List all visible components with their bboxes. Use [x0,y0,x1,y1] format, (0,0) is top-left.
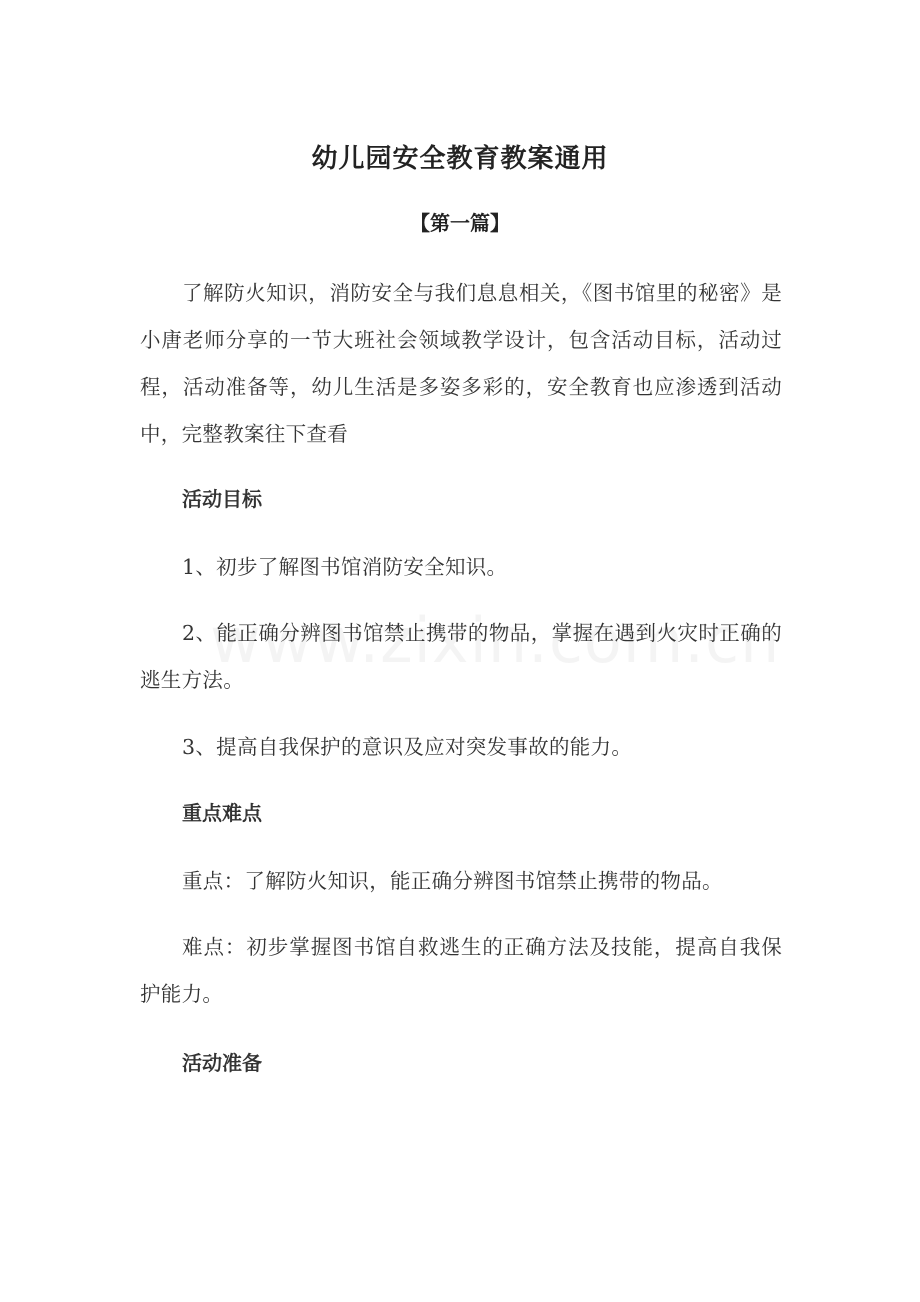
key-points-heading: 重点难点 [182,801,262,825]
goal-item-2: 2、能正确分辨图书馆禁止携带的物品，掌握在遇到火灾时正确的逃生方法。 [140,621,782,692]
goals-heading: 活动目标 [182,487,262,511]
preparation-heading: 活动准备 [182,1051,262,1075]
intro-paragraph: 了解防火知识，消防安全与我们息息相关，《图书馆里的秘密》是小唐老师分享的一节大班社会领域教学设计，包含活动目标，活动过程，活动准备等，幼儿生活是多姿多彩的，安全教育也应渗透到活动中，完整教案往下查看 [140,281,782,446]
goal-item-3: 3、提高自我保护的意识及应对突发事故的能力。 [182,735,633,759]
difficult-point-paragraph: 难点：初步掌握图书馆自救逃生的正确方法及技能，提高自我保护能力。 [140,935,782,1006]
document-title: 幼儿园安全教育教案通用 [311,144,609,174]
goal-item-1: 1、初步了解图书馆消防安全知识。 [182,555,508,579]
section-label: 【第一篇】 [410,211,510,235]
key-point-paragraph: 重点：了解防火知识，能正确分辨图书馆禁止携带的物品。 [182,869,723,893]
